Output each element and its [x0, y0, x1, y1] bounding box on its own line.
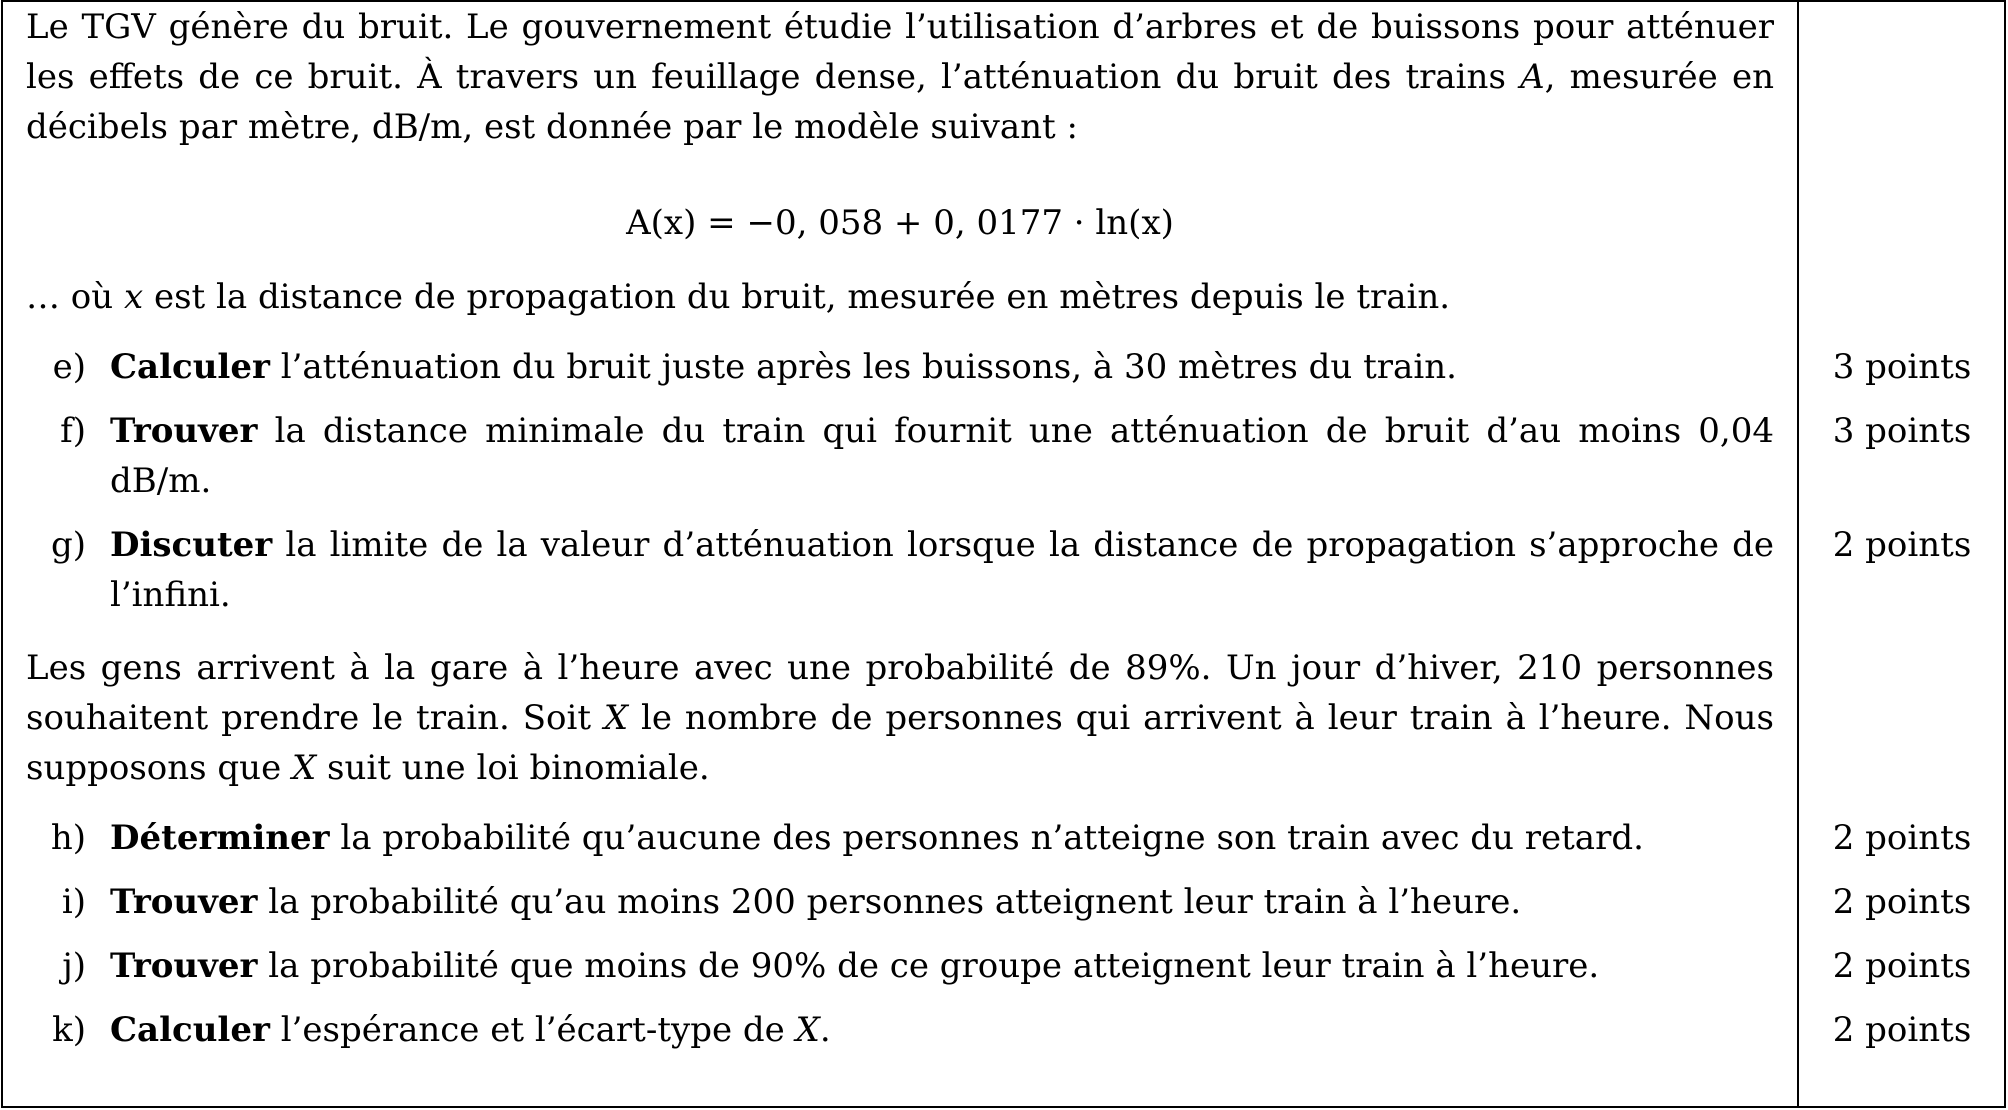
question-i-verb: Trouver: [110, 882, 258, 922]
intro-text-b: , mesurée en décibels par mètre, dB/m, est donnée par le modèle suivant :: [26, 57, 1774, 147]
question-h-label: h): [50, 818, 86, 858]
question-e-label: e): [52, 347, 86, 387]
question-k-end: .: [819, 1010, 831, 1050]
def-text-b: est la distance de propagation du bruit, mesurée en mètres depuis le train.: [143, 277, 1451, 317]
question-j-points: 2 points: [1832, 946, 1972, 986]
question-k-points: 2 points: [1832, 1010, 1972, 1050]
question-i-points: 2 points: [1832, 882, 1972, 922]
question-k-label: k): [52, 1010, 86, 1050]
def-text-a: … où: [26, 277, 124, 317]
attenuation-formula: A(x) = −0, 058 + 0, 0177 · ln(x): [626, 203, 1174, 243]
question-k-text: [110, 1005, 1774, 1055]
points-column-divider: [1797, 0, 1799, 1108]
question-h-points: 2 points: [1832, 818, 1972, 858]
question-j-label: j): [62, 946, 86, 986]
question-g-label: g): [50, 525, 86, 565]
question-f-verb: Trouver: [110, 411, 258, 451]
prob-var-x1: X: [603, 698, 629, 738]
question-e-body: l’atténuation du bruit juste après les buissons, à 30 mètres du train.: [269, 347, 1457, 387]
variable-definition: [26, 272, 1774, 322]
question-g-points: 2 points: [1832, 525, 1972, 565]
question-k-verb: Calculer: [110, 1010, 270, 1050]
question-e-text: [110, 342, 1774, 392]
question-j-verb: Trouver: [110, 946, 258, 986]
prob-text-c: suit une loi binomiale.: [316, 748, 710, 788]
question-k-var-x: X: [795, 1010, 820, 1050]
question-g-text: [110, 520, 1774, 620]
probability-paragraph: [26, 643, 1774, 793]
prob-text-b: le nombre de personnes qui arrivent à leur train à l’heure. Nous supposons que: [26, 698, 1774, 788]
intro-text-a: Le TGV génère du bruit. Le gouvernement étudie l’utilisation d’arbres et de buissons pour atténuer les effets de ce bruit. À travers un feuillage dense, l’atténuation du bruit des trains: [26, 7, 1774, 97]
question-e-points: 3 points: [1832, 347, 1972, 387]
question-f-label: f): [60, 411, 86, 451]
question-j-body: la probabilité que moins de 90% de ce groupe atteignent leur train à l’heure.: [257, 946, 1600, 986]
prob-text-a: Les gens arrivent à la gare à l’heure avec une probabilité de 89%. Un jour d’hiver, 210 personnes souhaitent prendre le train. Soit: [26, 648, 1774, 738]
question-g-body: la limite de la valeur d’atténuation lorsque la distance de propagation s’approche de l’infini.: [110, 525, 1774, 615]
question-f-text: [110, 406, 1774, 506]
question-e-verb: Calculer: [110, 347, 270, 387]
question-g-verb: Discuter: [110, 525, 273, 565]
question-i-body: la probabilité qu’au moins 200 personnes atteignent leur train à l’heure.: [257, 882, 1522, 922]
question-h-text: [110, 813, 1774, 863]
question-i-label: i): [61, 882, 86, 922]
question-f-body: la distance minimale du train qui fournit une atténuation de bruit d’au moins 0,04 dB/m.: [110, 411, 1774, 501]
intro-paragraph: [26, 2, 1774, 152]
intro-var-a: A: [1520, 57, 1545, 97]
question-f-points: 3 points: [1832, 411, 1972, 451]
question-h-verb: Déterminer: [110, 818, 330, 858]
question-h-body: la probabilité qu’aucune des personnes n’atteigne son train avec du retard.: [329, 818, 1644, 858]
question-i-text: [110, 877, 1774, 927]
question-k-body: l’espérance et l’écart-type de: [269, 1010, 796, 1050]
question-j-text: [110, 941, 1774, 991]
def-var-x: x: [123, 277, 144, 317]
prob-var-x2: X: [292, 748, 317, 788]
